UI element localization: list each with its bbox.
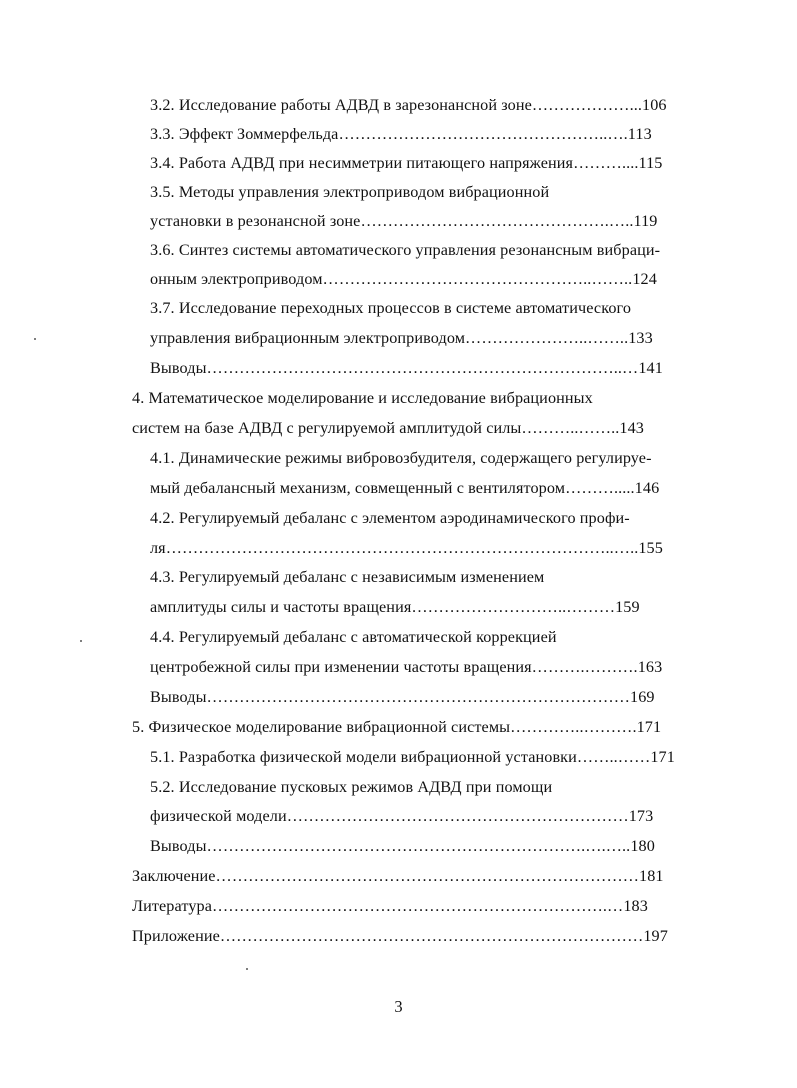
scan-speck bbox=[34, 338, 36, 340]
toc-entry-3-3: 3.3. Эффект Зоммерфельда…………………………………………..….113 bbox=[150, 125, 652, 143]
toc-entry-appendix: Приложение……………………………………………………………………197 bbox=[132, 927, 668, 945]
toc-chapter-4-line2: систем на базе АДВД с регулируемой амплитудой силы………..……..143 bbox=[132, 419, 645, 437]
toc-entry-4-4-line1: 4.4. Регулируемый дебаланс с автоматической коррекцией bbox=[150, 628, 557, 646]
toc-chapter-4-line1: 4. Математическое моделирование и исследование вибрационных bbox=[132, 389, 593, 407]
toc-entry-conclusions-5: Выводы…………………………………………………………….….…..180 bbox=[150, 837, 655, 855]
toc-entry-4-4-line2: центробежной силы при изменении частоты вращения……….……….163 bbox=[150, 658, 663, 676]
toc-chapter-5: 5. Физическое моделирование вибрационной системы…………..……….171 bbox=[132, 718, 662, 736]
toc-entry-5-2-line1: 5.2. Исследование пусковых режимов АДВД при помощи bbox=[150, 778, 553, 796]
toc-entry-3-5-line1: 3.5. Методы управления электроприводом вибрационной bbox=[150, 183, 550, 201]
scan-speck bbox=[246, 968, 248, 970]
toc-entry-3-7-line2: управления вибрационным электроприводом…………………..……..133 bbox=[150, 329, 653, 347]
toc-entry-4-2-line2: ля………………………………………………………………………..…..155 bbox=[150, 539, 663, 557]
toc-entry-4-2-line1: 4.2. Регулируемый дебаланс с элементом аэродинамического профи- bbox=[150, 509, 630, 527]
scan-speck bbox=[80, 640, 82, 642]
toc-entry-4-1-line2: мый дебалансный механизм, совмещенный с вентилятором……….....146 bbox=[150, 479, 660, 497]
toc-entry-conclusion: Заключение……………………………………………………………………181 bbox=[132, 867, 664, 885]
toc-entry-4-3-line2: амплитуды силы и частоты вращения………………………..………159 bbox=[150, 598, 640, 616]
toc-entry-3-2: 3.2. Исследование работы АДВД в зарезонансной зоне………………...106 bbox=[150, 96, 667, 114]
page-number: 3 bbox=[394, 997, 403, 1016]
toc-entry-4-3-line1: 4.3. Регулируемый дебаланс с независимым изменением bbox=[150, 568, 545, 586]
toc-entry-3-4: 3.4. Работа АДВД при несимметрии питающего напряжения………....115 bbox=[150, 154, 663, 172]
toc-entry-3-7-line1: 3.7. Исследование переходных процессов в системе автоматического bbox=[150, 299, 632, 317]
toc-entry-3-6-line1: 3.6. Синтез системы автоматического управления резонансным вибраци- bbox=[150, 241, 661, 259]
toc-entry-3-6-line2: онным электроприводом…………………………………………..……..124 bbox=[150, 270, 657, 288]
toc-entry-4-1-line1: 4.1. Динамические режимы вибровозбудителя, содержащего регулируе- bbox=[150, 449, 652, 467]
toc-entry-references: Литература……………………………………………………………….…183 bbox=[132, 897, 648, 915]
toc-entry-conclusions-4: Выводы……………………………………………………………………169 bbox=[150, 688, 655, 706]
toc-entry-5-2-line2: физической модели………………………………………………………173 bbox=[150, 807, 654, 825]
toc-entry-conclusions-3: Выводы…………………………………………………………………..…141 bbox=[150, 359, 663, 377]
toc-entry-3-5-line2: установки в резонансной зоне……………………………………….…..119 bbox=[150, 212, 658, 230]
toc-entry-5-1: 5.1. Разработка физической модели вибрационной установки……..……171 bbox=[150, 748, 675, 766]
